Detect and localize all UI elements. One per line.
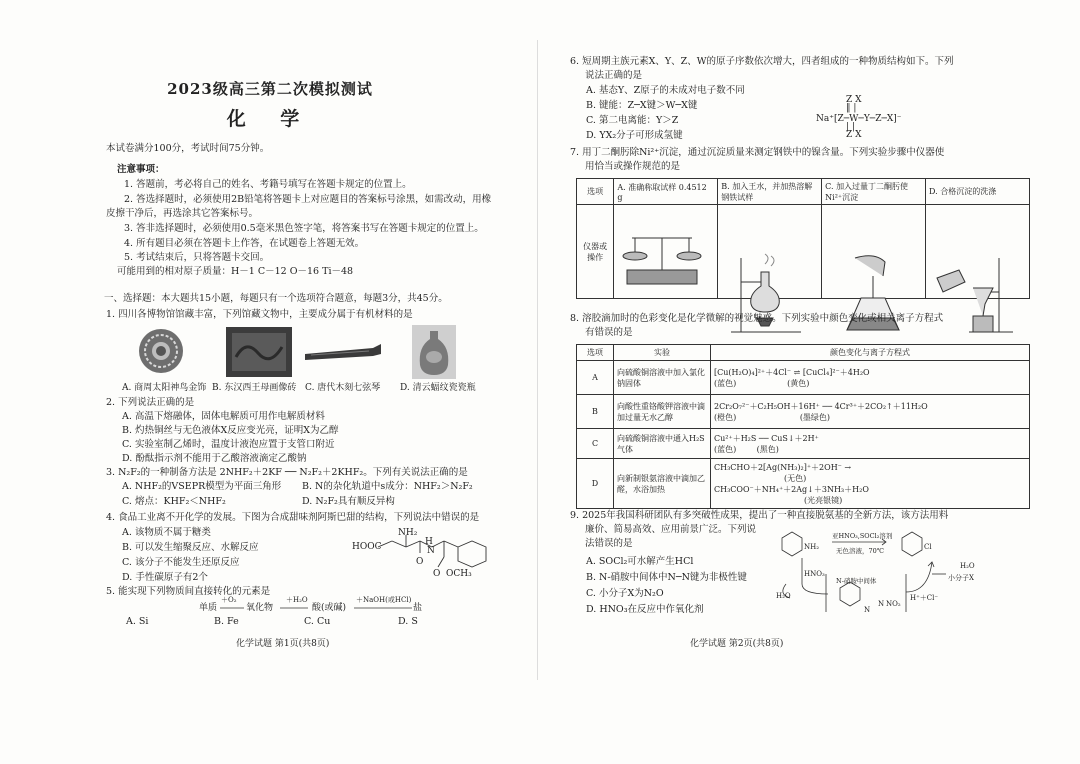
q8-row-d-experiment: 向新制银氨溶液中滴加乙醛，水浴加热 xyxy=(614,459,711,509)
q7-table xyxy=(576,178,1030,299)
q5-arrows xyxy=(218,606,418,612)
q6-option-d: D. YX₂分子可形成氢键 xyxy=(586,130,683,141)
q7-row-label: 仪器或操作 xyxy=(577,205,614,299)
right-footer: 化学试题 第2页(共8页) xyxy=(690,639,784,649)
q1-option-c: C. 唐代木刻七弦琴 xyxy=(305,383,381,393)
left-footer: 化学试题 第1页(共8页) xyxy=(236,639,330,649)
q7-option-c: C. 加入过量丁二酮肟使Ni²⁺沉淀 xyxy=(822,179,926,205)
q9-h-cl: H⁺＋Cl⁻ xyxy=(910,594,939,602)
q9-small-molecule: 小分子X xyxy=(948,574,974,582)
q3-option-a: A. NHF₂的VSEPR模型为平面三角形 xyxy=(122,481,282,492)
exam-title: 2023级高三第二次模拟测试 xyxy=(167,80,373,98)
q1-brick-image xyxy=(226,327,292,377)
q6-struct-bottom: Z X xyxy=(846,130,862,140)
struct-o2: O xyxy=(433,569,441,579)
q8-row-b-equation-cell xyxy=(711,395,1030,429)
q8-row-b-colors: (橙色) (墨绿色) xyxy=(714,412,831,422)
q8-row-b-experiment: 向酸性重铬酸钾溶液中滴加过量无水乙醇 xyxy=(614,395,711,429)
q8-table xyxy=(576,344,1030,509)
q5-option-c: C. Cu xyxy=(304,616,331,627)
q9-no2: NO₂ xyxy=(886,600,901,608)
balance-icon xyxy=(617,208,707,294)
q9-n-2: N xyxy=(878,600,885,608)
q4-option-c: C. 该分子不能发生还原反应 xyxy=(122,557,240,568)
note-4: 4. 所有题目必须在答题卡上作答，在试题卷上答题无效。 xyxy=(124,238,365,249)
q8-row-c-equation: Cu²⁺＋H₂S ── CuS↓＋2H⁺ xyxy=(714,433,819,443)
q9-nh2: NH₂ xyxy=(804,543,820,551)
q4-option-d: D. 手性碳原子有2个 xyxy=(122,572,208,583)
q5-chain-acid: 酸(或碱) xyxy=(312,603,347,613)
q6-struct-bond-top: ‖ | xyxy=(846,103,857,113)
q9-option-a: A. SOCl₂可水解产生HCl xyxy=(586,556,694,567)
q7-apparatus-c xyxy=(822,205,926,299)
q4-option-a: A. 该物质不属于糖类 xyxy=(122,527,211,538)
q7-option-b: B. 加入王水，并加热溶解钢铁试样 xyxy=(718,179,822,205)
q5-option-b: B. Fe xyxy=(214,616,239,627)
q9-hno3: HNO₃ xyxy=(804,570,825,578)
note-2: 2. 答选择题时，必须使用2B铅笔将答题卡上对应题目的答案标号涂黑，如需改动，用橡 xyxy=(124,194,492,205)
q8-row-d-colors-2: (光亮银镜) xyxy=(804,495,843,505)
q2-option-d: D. 酚酞指示剂不能用于乙酸溶液滴定乙酸钠 xyxy=(122,453,307,464)
q6-option-a: A. 基态Y、Z原子的未成对电子数不同 xyxy=(586,85,745,96)
q8-row-c-experiment: 向硫酸铜溶液中通入H₂S气体 xyxy=(614,429,711,459)
struct-nh2: NH₂ xyxy=(398,528,418,538)
q1-option-d: D. 清云蝠纹瓷瓷瓶 xyxy=(400,383,476,393)
section-heading: 一、选择题：本大题共15小题，每题只有一个选项符合题意，每题3分，共45分。 xyxy=(104,293,448,304)
q6-stem-2: 说法正确的是 xyxy=(585,70,643,81)
q9-option-d: D. HNO₃在反应中作氧化剂 xyxy=(586,604,704,615)
q1-stem: 1. 四川各博物馆馆藏丰富，下列馆藏文物中，主要成分属于有机材料的是 xyxy=(106,309,413,320)
q6-struct-bond-bottom: | | xyxy=(846,122,855,132)
page-fold xyxy=(537,40,538,680)
q5-option-a: A. Si xyxy=(126,616,149,627)
right-page xyxy=(540,0,1080,764)
q8-row-b-equation: 2Cr₂O₇²⁻＋C₂H₅OH＋16H⁺ ── 4Cr³⁺＋2CO₂↑＋11H₂O xyxy=(714,401,928,411)
q8-row-a-colors: (蓝色) (黄色) xyxy=(714,378,810,388)
q8-row-a-equation-cell xyxy=(711,361,1030,395)
q7-apparatus-a xyxy=(614,205,718,299)
subject-title: 化 学 xyxy=(226,108,314,130)
q1-vase-image xyxy=(412,325,456,379)
q3-stem: 3. N₂F₂的一种制备方法是 2NHF₂＋2KF ── N₂F₂＋2KHF₂。下列有关说法正确的是 xyxy=(106,467,468,478)
q8-stem-2: 有错误的是 xyxy=(585,327,633,338)
q3-option-c: C. 熔点：KHF₂＜NHF₂ xyxy=(122,496,226,507)
q8-row-c-option: C xyxy=(577,429,614,459)
q8-row-d-colors: (无色) xyxy=(784,473,807,483)
q7-header-label: 选项 xyxy=(577,179,614,205)
note-3: 3. 答非选择题时，必须使用0.5毫米黑色签字笔，将答案书写在答题卡规定的位置上。 xyxy=(124,223,484,234)
struct-h: H xyxy=(425,537,433,547)
q5-stem: 5. 能实现下列物质间直接转化的元素是 xyxy=(106,586,271,597)
q9-option-c: C. 小分子X为N₂O xyxy=(586,588,664,599)
q5-chain-oxide: 氧化物 xyxy=(246,603,274,613)
notes-header: 注意事项： xyxy=(117,164,165,175)
q3-option-d: D. N₂F₂具有顺反异构 xyxy=(302,496,395,507)
q9-intermediate: N-硝胺中间体 xyxy=(836,577,877,585)
q8-stem: 8. 溶胶滴加时的色彩变化是化学微解的视觉魅惑。下列实验中颜色变化或相关离子方程式 xyxy=(570,313,944,324)
note-2-cont: 皮擦干净后，再选涂其它答案标号。 xyxy=(106,208,259,219)
q8-row-c-colors: (蓝色) (黑色) xyxy=(714,444,779,454)
struct-och3: OCH₃ xyxy=(446,569,472,579)
q8-header-equation: 颜色变化与离子方程式 xyxy=(711,345,1030,361)
q9-n-1: N xyxy=(864,606,871,614)
q6-struct-main: Na⁺[Z─W─Y─Z─X]⁻ xyxy=(816,114,902,124)
q6-option-b: B. 键能：Z─X键＞W─X键 xyxy=(586,100,698,111)
q9-reagent: 亚HNO₃,SOCl₂溶剂 xyxy=(832,532,893,540)
q8-row-a-experiment: 向硫酸铜溶液中加入氯化钠固体 xyxy=(614,361,711,395)
aspartame-structure xyxy=(348,525,498,585)
exam-intro: 本试卷满分100分，考试时间75分钟。 xyxy=(106,143,270,154)
q1-option-b: B. 东汉西王母画像砖 xyxy=(212,383,297,393)
q9-stem-3: 法错误的是 xyxy=(585,538,633,549)
q8-row-c-equation-cell xyxy=(711,429,1030,459)
note-5: 5. 考试结束后，只将答题卡交回。 xyxy=(124,252,270,263)
q2-option-c: C. 实验室制乙烯时，温度计液泡应置于支管口附近 xyxy=(122,439,335,450)
q8-row-b-option: B xyxy=(577,395,614,429)
q5-chain-o2: ＋O₂ xyxy=(221,596,237,604)
q8-row-a-option: A xyxy=(577,361,614,395)
q8-header-experiment: 实验 xyxy=(614,345,711,361)
struct-n: N xyxy=(427,546,435,556)
q5-option-d: D. S xyxy=(398,616,418,627)
q7-option-d: D. 合格沉淀的洗涤 xyxy=(926,179,1030,205)
note-1: 1. 答题前，考必将自己的姓名、考籍号填写在答题卡规定的位置上。 xyxy=(124,179,412,190)
q8-row-d-equation-2: CH₃COO⁻＋NH₄⁺＋2Ag↓＋3NH₃＋H₂O xyxy=(714,484,869,494)
q1-option-a: A. 商周太阳神鸟金饰 xyxy=(122,383,207,393)
q5-chain-naoh: ＋NaOH(或HCl) xyxy=(356,596,412,604)
q2-option-b: B. 灼热铜丝与无色液体X反应变光亮，证明X为乙醇 xyxy=(122,425,339,436)
q9-condition: 无色溶液，70℃ xyxy=(836,547,885,555)
q6-option-c: C. 第二电离能：Y＞Z xyxy=(586,115,679,126)
q9-h2o-left: H₂O xyxy=(776,592,791,600)
q8-row-d-equation: CH₃CHO＋2[Ag(NH₃)₂]⁺＋2OH⁻ → xyxy=(714,462,852,472)
q1-gold-ornament-image xyxy=(132,327,190,375)
q8-row-a-equation: [Cu(H₂O)₄]²⁺＋4Cl⁻ ⇌ [CuCl₄]²⁻＋4H₂O xyxy=(714,367,870,377)
q7-option-a: A. 准确称取试样 0.4512 g xyxy=(614,179,718,205)
q8-row-d-equation-cell xyxy=(711,459,1030,509)
q9-h2o-right: H₂O xyxy=(960,562,975,570)
q5-chain-element: 单质 xyxy=(199,603,218,613)
q2-option-a: A. 高温下熔融体，固体电解质可用作电解质材料 xyxy=(122,411,325,422)
q5-chain-salt: 盐 xyxy=(413,603,423,613)
q7-stem-2: 用恰当或操作规范的是 xyxy=(585,161,681,172)
q5-chain-h2o: ＋H₂O xyxy=(286,596,308,604)
q9-stem: 9. 2025年我国科研团队有多突破性成果，提出了一种直接脱氨基的全新方法，该方法用料 xyxy=(570,510,949,521)
q4-option-b: B. 可以发生缩聚反应、水解反应 xyxy=(122,542,259,553)
q2-stem: 2. 下列说法正确的是 xyxy=(106,397,195,408)
q7-apparatus-b xyxy=(718,205,822,299)
q1-qin-image xyxy=(303,340,383,364)
q9-option-b: B. N-硝胺中间体中N─N键为非极性键 xyxy=(586,572,747,583)
q6-stem: 6. 短周期主族元素X、Y、Z、W的原子序数依次增大，四者组成的一种物质结构如下。下列 xyxy=(570,56,954,67)
q7-apparatus-d xyxy=(926,205,1030,299)
struct-hooc: HOOC xyxy=(352,542,382,552)
q4-stem: 4. 食品工业离不开化学的发展。下图为合成甜味剂阿斯巴甜的结构，下列说法中错误的是 xyxy=(106,512,480,523)
q8-row-d-option: D xyxy=(577,459,614,509)
q7-stem: 7. 用丁二酮肟除Ni²⁺沉淀，通过沉淀质量来测定钢铁中的镍含量。下列实验步骤中仪器使 xyxy=(570,147,945,158)
q9-stem-2: 廉价、简易高效、应用前景广泛。下列说 xyxy=(585,524,757,535)
q9-cl: Cl xyxy=(924,543,932,551)
q6-struct-top: Z X xyxy=(846,95,862,105)
q8-header-option: 选项 xyxy=(577,345,614,361)
q3-option-b: B. N的杂化轨道中s成分：NHF₂＞N₂F₂ xyxy=(302,481,473,492)
struct-o1: O xyxy=(416,557,424,567)
atomic-masses: 可能用到的相对原子质量：H－1 C－12 O－16 Ti－48 xyxy=(117,266,354,277)
